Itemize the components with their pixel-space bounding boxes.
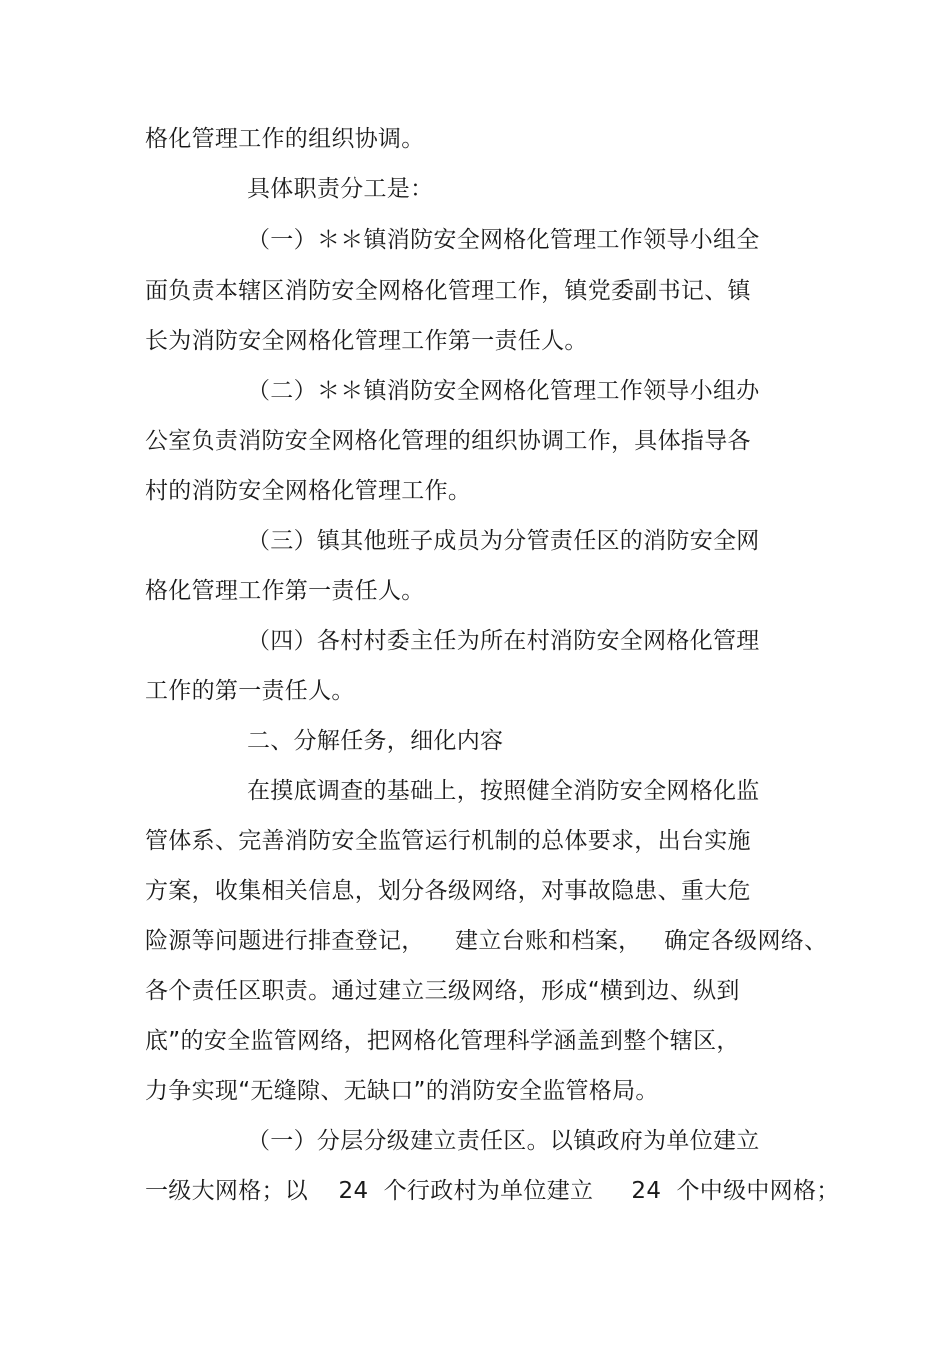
- text-line: （二）＊＊镇消防安全网格化管理工作领导小组办: [247, 378, 760, 404]
- text-line: （四）各村村委主任为所在村消防安全网格化管理: [247, 628, 760, 654]
- text-line: 具体职责分工是：: [247, 176, 434, 202]
- text-line: 险源等问题进行排查登记， 建立台账和档案， 确定各级网络、: [145, 928, 828, 954]
- text-line: 一级大网格；以 24 个行政村为单位建立 24 个中级中网格；: [145, 1178, 840, 1204]
- text-line: 公室负责消防安全网格化管理的组织协调工作，具体指导各: [145, 428, 751, 454]
- section-heading: 二、分解任务，细化内容: [247, 728, 504, 754]
- text-line: 在摸底调查的基础上，按照健全消防安全网格化监: [247, 778, 760, 804]
- text-line: （一）＊＊镇消防安全网格化管理工作领导小组全: [247, 227, 760, 253]
- text-line: 格化管理工作第一责任人。: [145, 578, 425, 604]
- text-line: 面负责本辖区消防安全网格化管理工作，镇党委副书记、镇: [145, 278, 751, 304]
- text-line: 方案，收集相关信息，划分各级网络，对事故隐患、重大危: [145, 878, 751, 904]
- text-line: 力争实现“无缝隙、无缺口”的消防安全监管格局。: [145, 1078, 659, 1104]
- text-line: 工作的第一责任人。: [145, 678, 355, 704]
- text-line: 底”的安全监管网络，把网格化管理科学涵盖到整个辖区，: [145, 1028, 740, 1054]
- text-line: （一）分层分级建立责任区。以镇政府为单位建立: [247, 1128, 760, 1154]
- text-line: 村的消防安全网格化管理工作。: [145, 478, 472, 504]
- text-line: 长为消防安全网格化管理工作第一责任人。: [145, 328, 588, 354]
- text-line: 格化管理工作的组织协调。: [145, 126, 425, 152]
- text-line: 管体系、完善消防安全监管运行机制的总体要求，出台实施: [145, 828, 751, 854]
- text-line: （三）镇其他班子成员为分管责任区的消防安全网: [247, 528, 760, 554]
- text-line: 各个责任区职责。通过建立三级网络，形成“横到边、纵到: [145, 978, 740, 1004]
